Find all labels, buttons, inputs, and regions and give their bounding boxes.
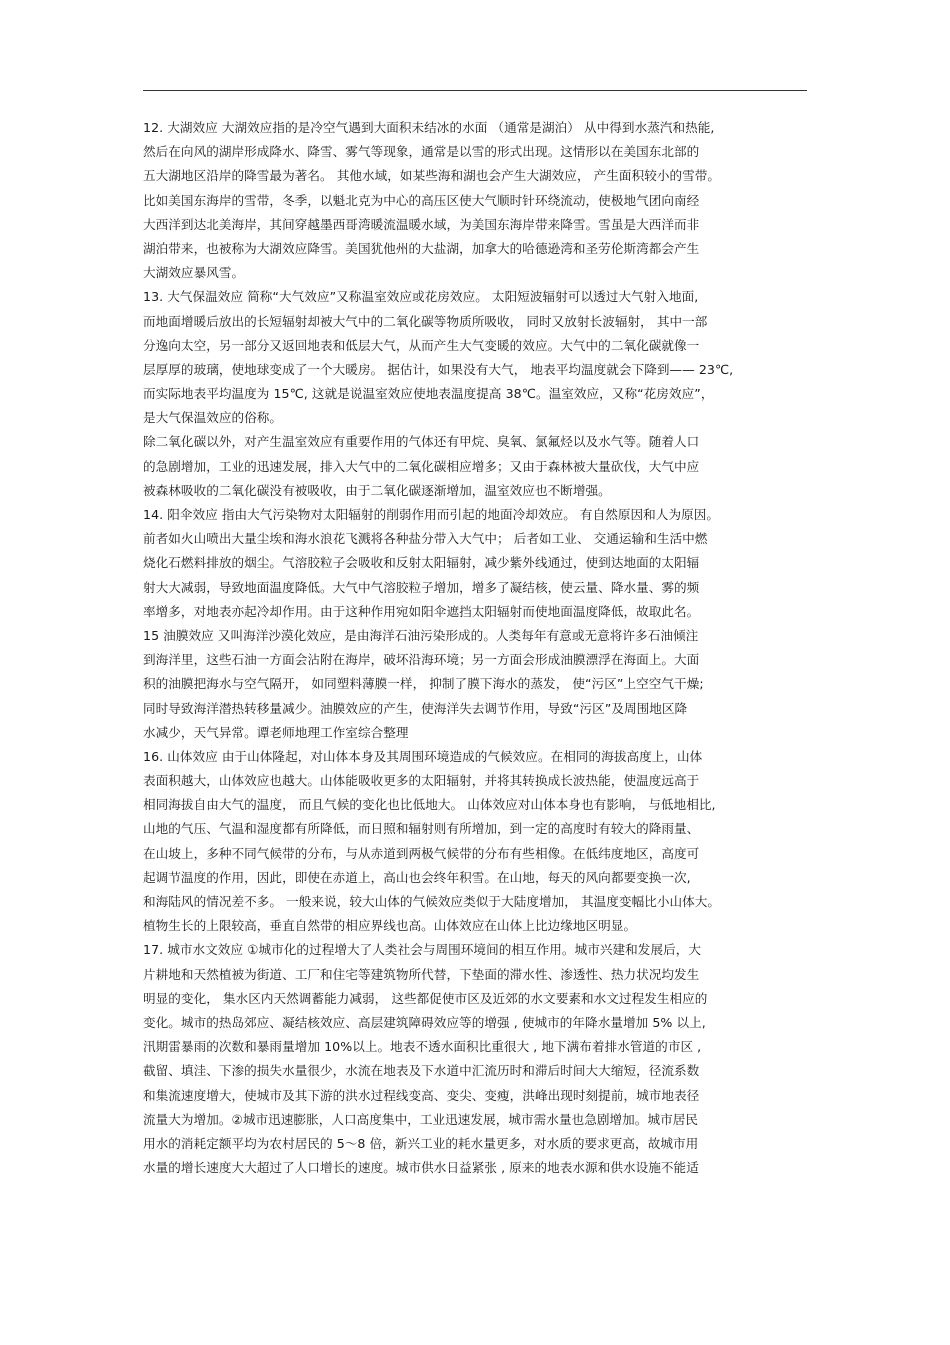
text-line: 汛期雷暴雨的次数和暴雨量增加 10%以上。地表不透水面积比重很大 , 地下满布着排水管道的市区 , [143, 1039, 702, 1055]
text-line: 明显的变化， 集水区内天然调蓄能力减弱， 这些都促使市区及近郊的水文要素和水文过程发生相应的 [143, 990, 708, 1006]
text-line: 湖泊带来，也被称为大湖效应降雪。美国犹他州的大盐湖，加拿大的哈德逊湾和圣劳伦斯湾都会产生 [143, 240, 700, 256]
text-line: 被森林吸收的二氧化碳没有被吸收，由于二氧化碳逐渐增加，温室效应也不断增强。 [143, 482, 611, 498]
text-line: 五大湖地区沿岸的降雪最为著名。 其他水域，如某些海和湖也会产生大湖效应， 产生面积较小的雪带。 [143, 168, 721, 184]
text-line: 而实际地表平均温度为 15℃, 这就是说温室效应使地表温度提高 38℃。温室效应，又称“花房效应”， [143, 386, 714, 402]
text-line: 前者如火山喷出大量尘埃和海水浪花飞溅将各种盐分带入大气中； 后者如工业、 交通运输和生活中燃 [143, 531, 708, 547]
text-line: 表面积越大，山体效应也越大。山体能吸收更多的太阳辐射，并将其转换成长波热能，使温度远高于 [143, 773, 700, 789]
text-line: 然后在向风的湖岸形成降水、降雪、雾气等现象，通常是以雪的形式出现。这情形以在美国东北部的 [143, 144, 700, 160]
text-line: 射大大减弱，导致地面温度降低。大气中气溶胶粒子增加，增多了凝结核，使云量、降水量、雾的频 [143, 579, 700, 595]
text-line: 相同海拔自由大气的温度， 而且气候的变化也比低地大。 山体效应对山体本身也有影响， 与低地相比, [143, 797, 716, 813]
text-line: 山地的气压、气温和湿度都有所降低，而日照和辐射则有所增加，到一定的高度时有较大的降雨量、 [143, 821, 700, 837]
text-line: 截留、填洼、下渗的损失水量很少，水流在地表及下水道中汇流历时和滞后时间大大缩短，径流系数 [143, 1063, 700, 1079]
text-line: 16. 山体效应 由于山体隆起，对山体本身及其周围环境造成的气候效应。在相同的海拔高度上，山体 [143, 748, 703, 764]
text-line: 水减少，天气异常。谭老师地理工作室综合整理 [143, 724, 409, 740]
text-line: 流量大为增加。②城市迅速膨胀，人口高度集中，工业迅速发展，城市需水量也急剧增加。城市居民 [143, 1111, 699, 1127]
text-line: 水量的增长速度大大超过了人口增长的速度。城市供水日益紧张 , 原来的地表水源和供水设施不能适 [143, 1160, 699, 1176]
text-line: 层厚厚的玻璃，使地球变成了一个大暖房。 据估计，如果没有大气， 地表平均温度就会下降到—— 23℃, [143, 361, 734, 377]
header-rule [143, 90, 807, 91]
text-line: 而地面增暖后放出的长短辐射却被大气中的二氧化碳等物质所吸收， 同时又放射长波辐射， 其中一部 [143, 313, 708, 329]
text-line: 同时导致海洋潜热转移量减少。油膜效应的产生，使海洋失去调节作用，导致“污区”及周围地区降 [143, 700, 688, 716]
text-line: 率增多，对地表亦起冷却作用。由于这种作用宛如阳伞遮挡太阳辐射而使地面温度降低，故取此名。 [143, 603, 700, 619]
text-line: 变化。城市的热岛郊应、凝结核效应、高层建筑障碍效应等的增强 , 使城市的年降水量增加 5% 以上, [143, 1014, 706, 1030]
text-line: 12. 大湖效应 大湖效应指的是冷空气遇到大面积未结冰的水面 （通常是湖泊） 从中得到水蒸汽和热能, [143, 120, 715, 135]
text-line: 用水的消耗定额平均为农村居民的 5～8 倍，新兴工业的耗水量更多，对水质的要求更高，故城市用 [143, 1135, 699, 1151]
text-line: 17. 城市水文效应 ①城市化的过程增大了人类社会与周围环境间的相互作用。城市兴建和发展后，大 [143, 942, 702, 958]
text-line: 到海洋里，这些石油一方面会沾附在海岸，破坏沿海环境；另一方面会形成油膜漂浮在海面上。大面 [143, 652, 700, 668]
text-line: 13. 大气保温效应 简称“大气效应”又称温室效应或花房效应。 太阳短波辐射可以透过大气射入地面, [143, 289, 699, 305]
text-line: 15 油膜效应 又叫海洋沙漠化效应，是由海洋石油污染形成的。人类每年有意或无意将许多石油倾注 [143, 627, 699, 643]
text-line: 在山坡上，多种不同气候带的分布，与从赤道到两极气候带的分布有些相像。在低纬度地区，高度可 [143, 845, 700, 861]
text-line: 烧化石燃料排放的烟尘。气溶胶粒子会吸收和反射太阳辐射，减少紫外线通过，使到达地面的太阳辐 [143, 555, 700, 571]
text-line: 起调节温度的作用，因此，即使在赤道上，高山也会终年积雪。在山地，每天的风向都要变换一次, [143, 869, 691, 885]
text-line: 比如美国东海岸的雪带，冬季，以魁北克为中心的高压区使大气顺时针环绕流动，使极地气团向南经 [143, 192, 700, 208]
text-line: 片耕地和天然植被为街道、工厂和住宅等建筑物所代替，下垫面的滞水性、渗透性、热力状况均发生 [143, 966, 700, 982]
text-line: 的急剧增加，工业的迅速发展，排入大气中的二氧化碳相应增多；又由于森林被大量砍伐，大气中应 [143, 458, 700, 474]
text-line: 植物生长的上限较高，垂直自然带的相应界线也高。山体效应在山体上比边缘地区明显。 [143, 918, 637, 934]
text-line: 大西洋到达北美海岸，其间穿越墨西哥湾暖流温暖水域，为美国东海岸带来降雪。雪虽是大西洋而非 [143, 216, 700, 232]
text-line: 积的油膜把海水与空气隔开， 如同塑料薄膜一样， 抑制了膜下海水的蒸发， 使“污区”上空空气干燥; [143, 676, 704, 692]
document-body [143, 116, 823, 1180]
text-line: 14. 阳伞效应 指由大气污染物对太阳辐射的削弱作用而引起的地面冷却效应。 有自然原因和人为原因。 [143, 507, 720, 522]
text-line: 大湖效应暴风雪。 [143, 265, 245, 281]
text-line: 分逸向太空，另一部分又返回地表和低层大气，从而产生大气变暖的效应。大气中的二氧化碳就像一 [143, 337, 700, 353]
text-line: 和集流速度增大，使城市及其下游的洪水过程线变高、变尖、变瘦，洪峰出现时刻提前，城市地表径 [143, 1087, 700, 1103]
text-line: 和海陆风的情况差不多。 一般来说，较大山体的气候效应类似于大陆度增加， 其温度变幅比小山体大。 [143, 894, 721, 909]
text-line: 是大气保温效应的俗称。 [143, 410, 283, 426]
text-line: 除二氧化碳以外，对产生温室效应有重要作用的气体还有甲烷、臭氧、氯氟烃以及水气等。随着人口 [143, 434, 700, 450]
